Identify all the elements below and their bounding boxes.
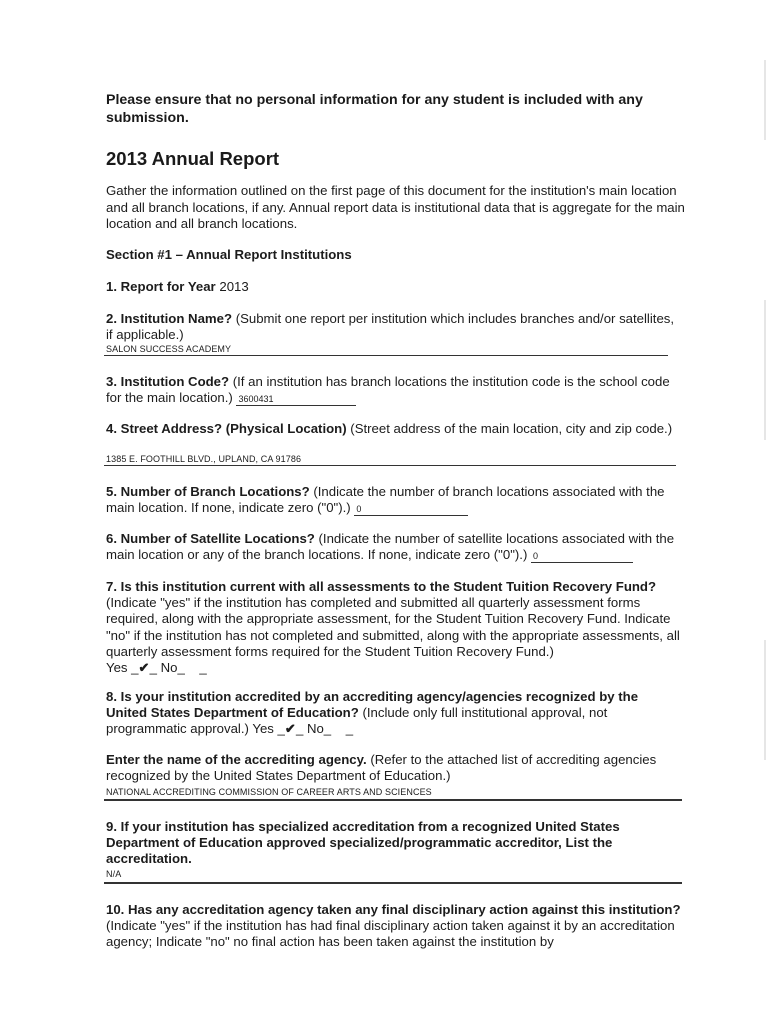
answer-line [104,465,676,466]
question-7: 7. Is this institution current with all assessments to the Student Tuition Recovery Fund? (Indicate "yes" if the institution has completed and submitted all quarterly assessment forms required, along with the appropriate assessment, for the Student Tuition Recovery Fund. Indicate "no" if the institution has not completed and submitted, along with the appropriate assessments, all quarterly assessment forms required for the Student Tuition Recovery Fund.) Yes _✔_ No_ _ [106,579,680,676]
q8-no-label: No [306,721,324,737]
satellite-count-answer: 0 [531,551,633,563]
question-2 [106,311,681,343]
question-3-text: (If an institution has branch locations the institution code is the school code for the main location.) [106,374,670,406]
question-8-text: (Include only full institutional approval, not programmatic approval.) [106,705,608,737]
q8-yes-label: Yes [252,721,274,737]
question-6-text: (Indicate the number of satellite locations associated with the main location or any of the branch locations. If none, indicate zero ("0").) [106,531,675,563]
question-9 [106,819,681,868]
scan-edge-mark [764,640,766,760]
question-1 [106,279,681,295]
specialized-accreditation-answer: N/A [106,869,122,879]
question-10-label: 10. Has any accreditation agency taken any final disciplinary action against this institution? [106,902,681,917]
branch-count-answer: 0 [354,504,468,516]
answer-line [104,355,668,356]
question-4 [106,421,681,437]
question-1-label: 1. Report for Year [106,279,216,294]
question-2-text: (Submit one report per institution which includes branches and/or satellites, if applicable.) [106,311,675,343]
accrediting-agency-question [106,752,681,784]
question-8-label: 8. Is your institution accredited by an accrediting agency/agencies recognized by the United States Department of Education? [106,689,639,721]
q8-check-mark: ✔ [284,721,296,737]
q7-check-mark: ✔ [138,660,150,676]
answer-line [104,799,682,801]
question-3-label: 3. Institution Code? [106,374,230,389]
question-10-text: (Indicate "yes" if the institution has had final disciplinary action taken against it by an accreditation agency; Indicate "no" no final action has been taken against the institution by [106,918,675,950]
question-8: 8. Is your institution accredited by an accrediting agency/agencies recognized by the United States Department of Education? (Include only full institutional approval, not programmatic approval.) Yes _✔_ No_ _ [106,689,639,737]
question-6 [106,531,681,563]
institution-name-answer: SALON SUCCESS ACADEMY [106,344,232,354]
accrediting-agency-label: Enter the name of the accrediting agency. [106,752,367,767]
privacy-warning: Please ensure that no personal information for any student is included with any submission. [106,92,643,126]
question-9-label: 9. If your institution has specialized accreditation from a recognized United States Department of Education approved specialized/programmatic accreditor, List the accreditation. [106,819,620,867]
question-4-text: (Street address of the main location, city and zip code.) [350,421,673,436]
question-5-text: (Indicate the number of branch locations associated with the main location. If none, indicate zero ("0").) [106,484,665,516]
question-6-label: 6. Number of Satellite Locations? [106,531,315,546]
intro-paragraph: Gather the information outlined on the first page of this document for the institution's main location and all branch locations, if any. Annual report data is institutional data that is aggregate for the main location and all branch locations. [106,183,685,231]
report-year-value: 2013 [219,279,249,294]
institution-code-answer: 3600431 [236,394,356,406]
accrediting-agency-answer: NATIONAL ACCREDITING COMMISSION OF CAREER ARTS AND SCIENCES [106,787,432,797]
report-title: 2013 Annual Report [106,148,280,169]
question-7-label: 7. Is this institution current with all assessments to the Student Tuition Recovery Fund? [106,579,657,594]
question-7-text: (Indicate "yes" if the institution has completed and submitted all quarterly assessment forms required, along with the appropriate assessment, for the Student Tuition Recovery Fund. Indicate "no" if the institution has not completed and submitted, along with the appropriate assessments, all quarterly assessment forms required for the Student Tuition Recovery Fund.) [106,595,680,659]
question-5 [106,484,681,516]
scan-edge-mark [764,60,766,140]
section-heading: Section #1 – Annual Report Institutions [106,247,352,262]
street-address-answer: 1385 E. FOOTHILL BLVD., UPLAND, CA 91786 [106,454,302,464]
accrediting-agency-text: (Refer to the attached list of accrediting agencies recognized by the United States Department of Education.) [106,752,657,784]
question-4-label: 4. Street Address? (Physical Location) [106,421,347,436]
q7-no-label: No [160,660,178,676]
q7-yes-label: Yes [106,660,128,676]
question-3 [106,374,681,406]
answer-line [104,882,682,884]
question-10 [106,902,681,951]
question-2-label: 2. Institution Name? [106,311,233,326]
scan-edge-mark [764,300,766,440]
question-5-label: 5. Number of Branch Locations? [106,484,310,499]
